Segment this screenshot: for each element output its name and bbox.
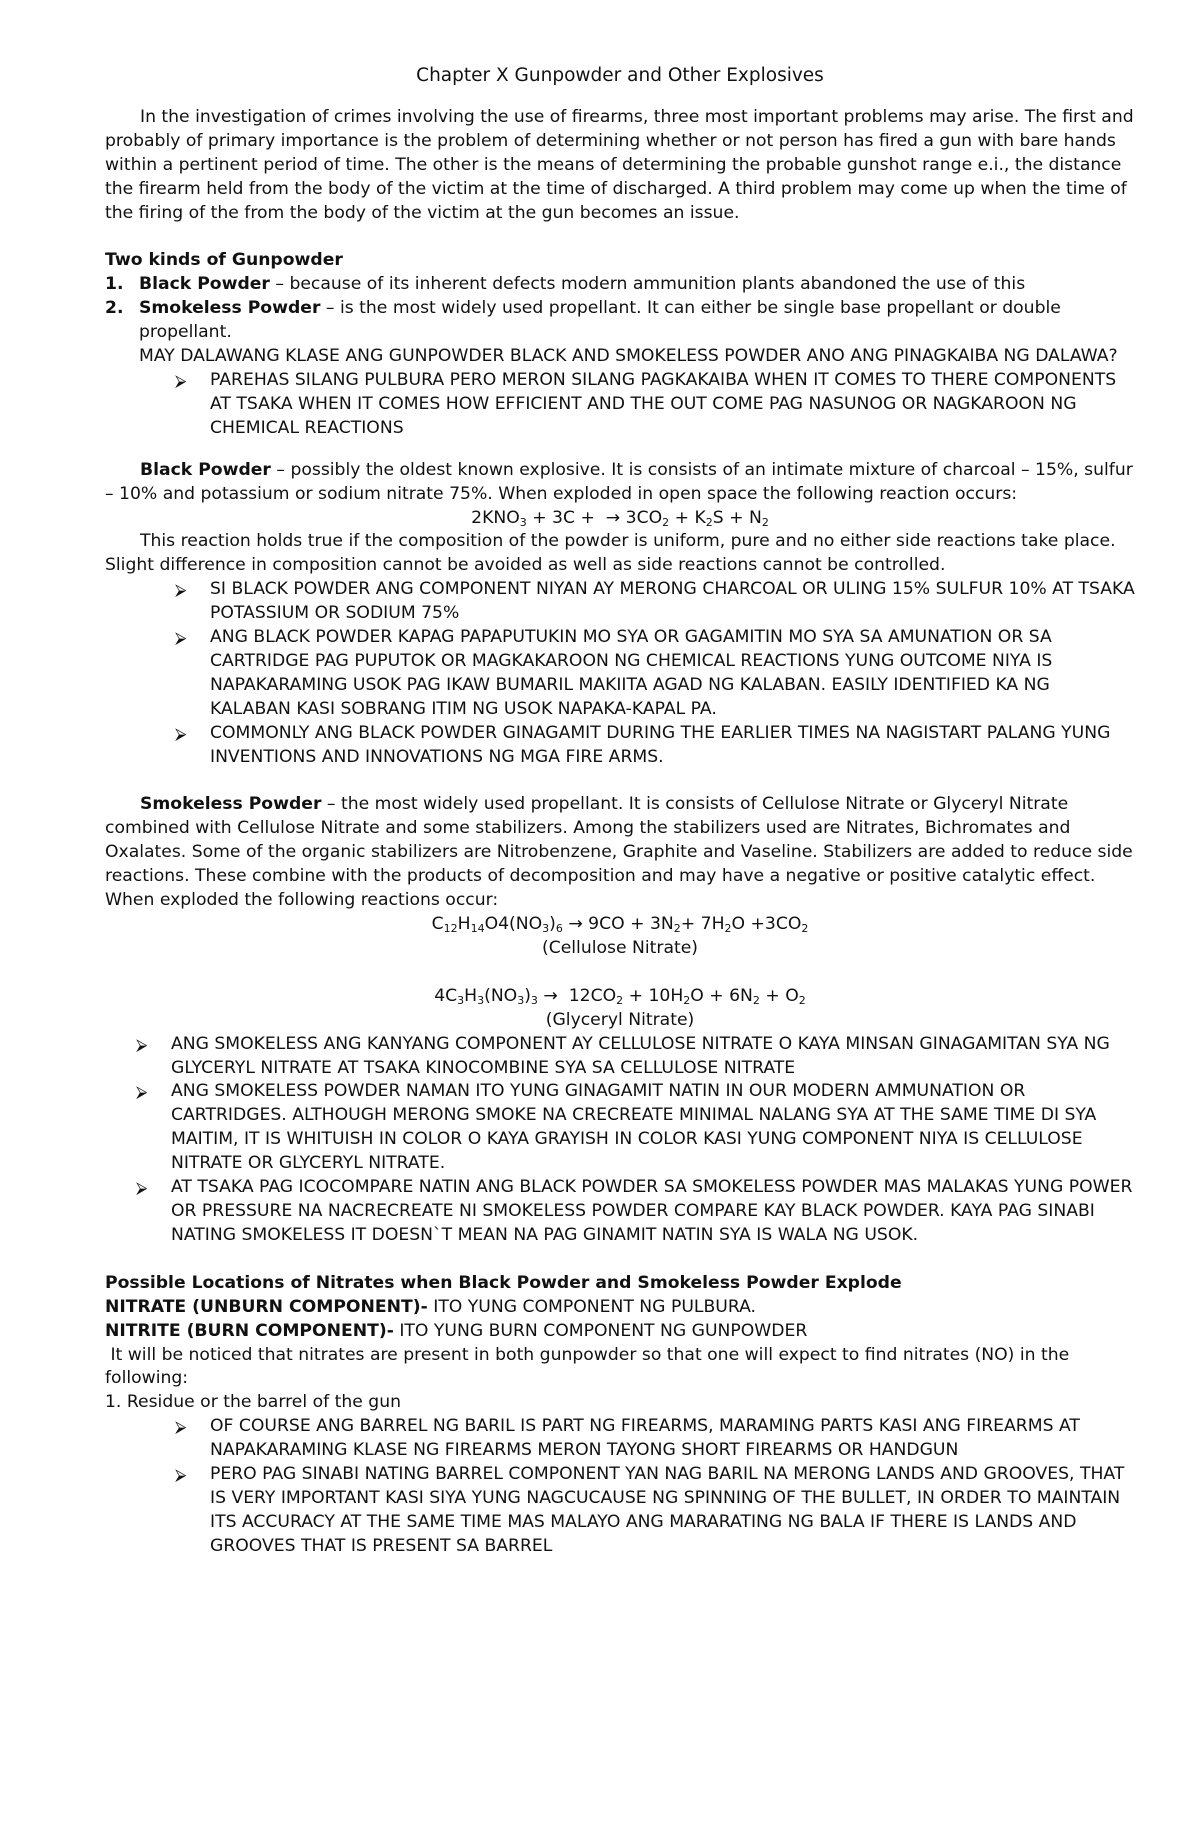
list-item — [105, 273, 1135, 297]
arrow-bullet-icon: ⮚ — [175, 628, 187, 648]
nitrite-definition — [105, 1320, 1135, 1344]
bullet-text: PAREHAS SILANG PULBURA PERO MERON SILANG PAGKAKAIBA WHEN IT COMES TO THERE COMPONENTS AT TSAKA WHEN IT COMES HOW EFFICIENT AND THE OUT COME PAG NASUNOG OR NAGKAROON NG CHEMICAL REACTIONS — [210, 369, 1117, 438]
list-item — [105, 578, 1135, 626]
bullet-list — [105, 1415, 1135, 1558]
list-number: 2. — [105, 298, 124, 319]
bullet-list — [105, 578, 1135, 769]
bullet-list — [105, 1033, 1135, 1248]
bullet-text: COMMONLY ANG BLACK POWDER GINAGAMIT DURING THE EARLIER TIMES NA NAGISTART PALANG YUNG INVENTIONS AND INNOVATIONS NG MGA FIRE ARMS. — [210, 722, 1111, 767]
list-item — [105, 297, 1135, 345]
black-powder-equation: $2KNO_3 + 3C$ + → $3CO_2 + K_2S + N_2$ — [471, 507, 769, 529]
nitrates-heading: Possible Locations of Nitrates when Black Powder and Smokeless Powder Explode — [105, 1272, 902, 1293]
black-powder-after: This reaction holds true if the composition of the powder is uniform, pure and no either side reactions take place. Slight difference in composition cannot be avoided as well as side reactions cannot be controlled. — [105, 531, 1116, 576]
arrow-bullet-icon: ⮚ — [175, 1417, 187, 1437]
term-black-powder: Black Powder — [139, 274, 270, 295]
residue-item: 1. Residue or the barrel of the gun — [105, 1392, 401, 1413]
term-nitrite: NITRITE (BURN COMPONENT)- — [105, 1320, 394, 1341]
intro-paragraph: In the investigation of crimes involving the use of firearms, three most important problems may arise. The first and probably of primary importance is the problem of determining whether or not person has fired a gun with bare hands within a pertinent period of time. The other is the means of determining the probable gunshot range e.i., the distance the firearm held from the body of the victim at the time of discharged. A third problem may come up when the time of the firing of the from the body of the victim at the gun becomes an issue. — [105, 106, 1134, 223]
smokeless-powder-paragraph — [105, 793, 1135, 913]
definition-text: – is the most widely used propellant. It can either be single base propellant or double propellant. — [139, 298, 1061, 343]
bullet-list — [105, 369, 1135, 441]
bullet-text: SI BLACK POWDER ANG COMPONENT NIYAN AY MERONG CHARCOAL OR ULING 15% SULFUR 10% AT TSAKA POTASSIUM OR SODIUM 75% — [210, 579, 1135, 624]
definition-text: – because of its inherent defects modern ammunition plants abandoned the use of this — [269, 274, 1026, 295]
bullet-text: ANG BLACK POWDER KAPAG PAPAPUTUKIN MO SYA OR GAGAMITIN MO SYA SA AMUNATION OR SA CARTRIDGE PAG PUPUTOK OR MAGKAKAROON NG CHEMICAL REACTIONS YUNG OUTCOME NIYA IS NAPAKARAMING USOK PAG IKAW BUMARIL MAKIITA AGAD NG KALABAN. EASILY IDENTIFIED KA NG KALABAN KASI SOBRANG ITIM NG USOK NAPAKA-KAPAL PA. — [210, 627, 1053, 719]
term-black-powder: Black Powder — [140, 459, 271, 480]
definition-text: ITO YUNG COMPONENT NG PULBURA. — [427, 1296, 757, 1317]
term-smokeless-powder: Smokeless Powder — [140, 794, 322, 815]
glyceryl-nitrate-label: (Glyceryl Nitrate) — [545, 1009, 695, 1030]
glyceryl-nitrate-equation: $4C_3H_3(NO_3)_3 \to 12CO_2 + 10H_2O + 6N_2 + O_2$ — [434, 985, 806, 1007]
cellulose-nitrate-label: (Cellulose Nitrate) — [542, 937, 698, 958]
arrow-bullet-icon: ⮚ — [136, 1082, 148, 1102]
document-page — [105, 64, 1135, 1559]
list-number: 1. — [105, 274, 124, 295]
list-item — [105, 369, 1135, 441]
bullet-text: ANG SMOKELESS ANG KANYANG COMPONENT AY CELLULOSE NITRATE O KAYA MINSAN GINAGAMITAN SYA NG GLYCERYL NITRATE AT TSAKA KINOCOMBINE SYA SA CELLULOSE NITRATE — [171, 1033, 1110, 1078]
list-item — [105, 722, 1135, 770]
definition-text: – possibly the oldest known explosive. It is consists of an intimate mixture of charcoal – 15%, sulfur – 10% and potassium or sodium nitrate 75%. When exploded in open space the following reaction occurs: — [105, 459, 1133, 504]
list-item — [105, 1176, 1135, 1248]
bullet-text: AT TSAKA PAG ICOCOMPARE NATIN ANG BLACK POWDER SA SMOKELESS POWDER MAS MALAKAS YUNG POWER OR PRESSURE NA NACRECREATE NI SMOKELESS POWDER COMPARE KAY BLACK POWDER. KAYA PAG SINABI NATING SMOKELESS IT DOESN`T MEAN NA PAG GINAMIT NATIN SYA IS WALA NG USOK. — [171, 1177, 1133, 1245]
document-title: Chapter X Gunpowder and Other Explosives — [416, 65, 824, 86]
arrow-bullet-icon: ⮚ — [175, 723, 187, 743]
term-smokeless-powder: Smokeless Powder — [139, 298, 321, 319]
tagalog-note: MAY DALAWANG KLASE ANG GUNPOWDER BLACK AND SMOKELESS POWDER ANO ANG PINAGKAIBA NG DALAWA? — [139, 346, 1118, 367]
list-item — [105, 1463, 1135, 1559]
bullet-text: PERO PAG SINABI NATING BARREL COMPONENT YAN NAG BARIL NA MERONG LANDS AND GROOVES, THAT IS VERY IMPORTANT KASI SIYA YUNG NAGCUCAUSE NG SPINNING OF THE BULLET, IN ORDER TO MAINTAIN ITS ACCURACY AT THE SAME TIME MAS MALAYO ANG MARARATING NG BALA IF THERE IS LANDS AND GROOVES THAT IS PRESENT SA BARREL — [210, 1464, 1125, 1556]
list-item — [105, 1415, 1135, 1463]
nitrate-definition — [105, 1296, 1135, 1320]
bullet-text: OF COURSE ANG BARREL NG BARIL IS PART NG FIREARMS, MARAMING PARTS KASI ANG FIREARMS AT NAPAKARAMING KLASE NG FIREARMS MERON TAYONG SHORT FIREARMS OR HANDGUN — [210, 1416, 1080, 1461]
bullet-text: ANG SMOKELESS POWDER NAMAN ITO YUNG GINAGAMIT NATIN IN OUR MODERN AMMUNATION OR CARTRIDGES. ALTHOUGH MERONG SMOKE NA CRECREATE MINIMAL NALANG SYA AT THE SAME TIME DI SYA MAITIM, IT IS WHITUISH IN COLOR O KAYA GRAYISH IN COLOR KASI YUNG COMPONENT NIYA IS CELLULOSE NITRATE OR GLYCERYL NITRATE. — [171, 1081, 1097, 1174]
arrow-bullet-icon: ⮚ — [136, 1034, 148, 1054]
cellulose-nitrate-equation: $C_{12}H_{14}O4(NO_3)_6 \to 9CO + 3N_2+ 7H_2O +3CO_2$ — [431, 914, 809, 935]
list-item — [105, 1033, 1135, 1081]
nitrates-paragraph: It will be noticed that nitrates are present in both gunpowder so that one will expect to find nitrates (NO) in the following: — [105, 1344, 1075, 1389]
term-nitrate: NITRATE (UNBURN COMPONENT)- — [105, 1296, 428, 1317]
arrow-bullet-icon: ⮚ — [136, 1178, 148, 1198]
arrow-bullet-icon: ⮚ — [175, 370, 187, 390]
arrow-bullet-icon: ⮚ — [175, 580, 187, 600]
two-kinds-heading: Two kinds of Gunpowder — [105, 250, 343, 271]
definition-text: ITO YUNG BURN COMPONENT NG GUNPOWDER — [393, 1320, 808, 1341]
black-powder-paragraph — [105, 459, 1135, 507]
arrow-bullet-icon: ⮚ — [175, 1465, 187, 1485]
list-item — [105, 626, 1135, 722]
definition-text: – the most widely used propellant. It is consists of Cellulose Nitrate or Glyceryl Nitrate combined with Cellulose Nitrate and some stabilizers. Among the stabilizers used are Nitrates, Bichromates and Oxalates. Some of the organic stabilizers are Nitrobenzene, Graphite and Vaseline. Stabilizers are added to reduce side reactions. These combine with the products of decomposition and may have a negative or positive catalytic effect. When exploded the following reactions occur: — [105, 794, 1133, 911]
list-item — [105, 1080, 1135, 1176]
